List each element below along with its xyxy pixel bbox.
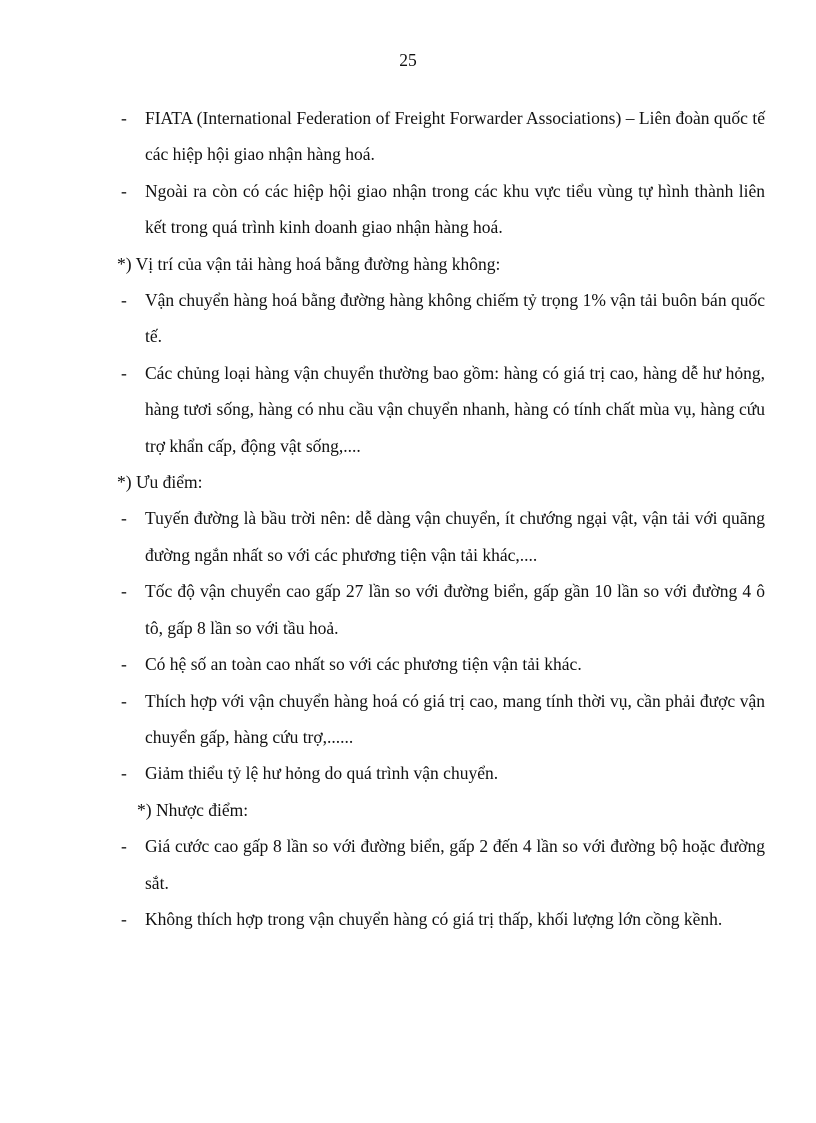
bullet-unsuitable: [0, 901, 765, 937]
bullet-text: Giá cước cao gấp 8 lần so với đường biển, gấp 2 đến 4 lần so với đường bộ hoặc đường sắt.: [145, 836, 765, 893]
bullet-marker: -: [121, 508, 127, 529]
bullet-text: Giảm thiểu tỷ lệ hư hỏng do quá trình vận chuyển.: [145, 763, 499, 784]
bullet-safety: [0, 646, 765, 682]
bullet-marker: -: [121, 581, 127, 602]
bullet-speed: [0, 573, 765, 646]
bullet-marker: -: [121, 690, 127, 711]
document-body: [0, 100, 816, 937]
bullet-text: Thích hợp với vận chuyển hàng hoá có giá trị cao, mang tính thời vụ, cần phải được vận chuyển gấp, hàng cứu trợ,......: [145, 690, 765, 747]
bullet-text: Không thích hợp trong vận chuyển hàng có giá trị thấp, khối lượng lớn cồng kềnh.: [145, 908, 723, 929]
bullet-cost: [0, 828, 765, 901]
bullet-text: Ngoài ra còn có các hiệp hội giao nhận trong các khu vực tiểu vùng tự hình thành liên kết trong quá trình kinh doanh giao nhận hàng hoá.: [145, 180, 765, 238]
bullet-fiata: [0, 100, 765, 173]
section-heading-advantages: *) Ưu điểm:: [117, 472, 203, 493]
bullet-cargo-types: [0, 355, 765, 464]
bullet-marker: -: [121, 836, 127, 857]
bullet-text: Tốc độ vận chuyển cao gấp 27 lần so với đường biển, gấp gần 10 lần so với đường 4 ô tô, gấp 8 lần so với tầu hoả.: [145, 581, 765, 638]
section-heading-position: *) Vị trí của vận tải hàng hoá bằng đường hàng không:: [117, 253, 501, 274]
bullet-marker: -: [121, 180, 127, 201]
bullet-suitability: [0, 683, 765, 756]
bullet-text: Tuyến đường là bầu trời nên: dễ dàng vận chuyển, ít chướng ngại vật, vận tải với quãng đường ngắn nhất so với các phương tiện vận tải khác,....: [145, 508, 765, 565]
bullet-marker: -: [121, 290, 127, 311]
bullet-marker: -: [121, 908, 127, 929]
bullet-text: FIATA (International Federation of Freight Forwarder Associations) – Liên đoàn quốc tế các hiệp hội giao nhận hàng hoá.: [145, 108, 765, 165]
page-number: 25: [399, 50, 417, 70]
bullet-marker: -: [121, 108, 127, 128]
bullet-text: Vận chuyển hàng hoá bằng đường hàng không chiếm tỷ trọng 1% vận tải buôn bán quốc tế.: [145, 290, 765, 347]
bullet-marker: -: [121, 763, 127, 784]
bullet-share: [0, 282, 765, 355]
bullet-route: [0, 500, 765, 573]
bullet-text: Các chủng loại hàng vận chuyển thường bao gồm: hàng có giá trị cao, hàng dễ hư hỏng, hàng tươi sống, hàng có nhu cầu vận chuyển nhanh, hàng có tính chất mùa vụ, hàng cứu trợ khẩn cấp, động vật sống,....: [145, 362, 765, 456]
bullet-marker: -: [121, 362, 127, 383]
section-heading-disadvantages: *) Nhược điểm:: [137, 799, 249, 820]
bullet-damage: [0, 755, 765, 791]
bullet-text: Có hệ số an toàn cao nhất so với các phương tiện vận tải khác.: [145, 654, 582, 675]
bullet-marker: -: [121, 654, 127, 675]
bullet-regional-associations: [0, 173, 765, 246]
